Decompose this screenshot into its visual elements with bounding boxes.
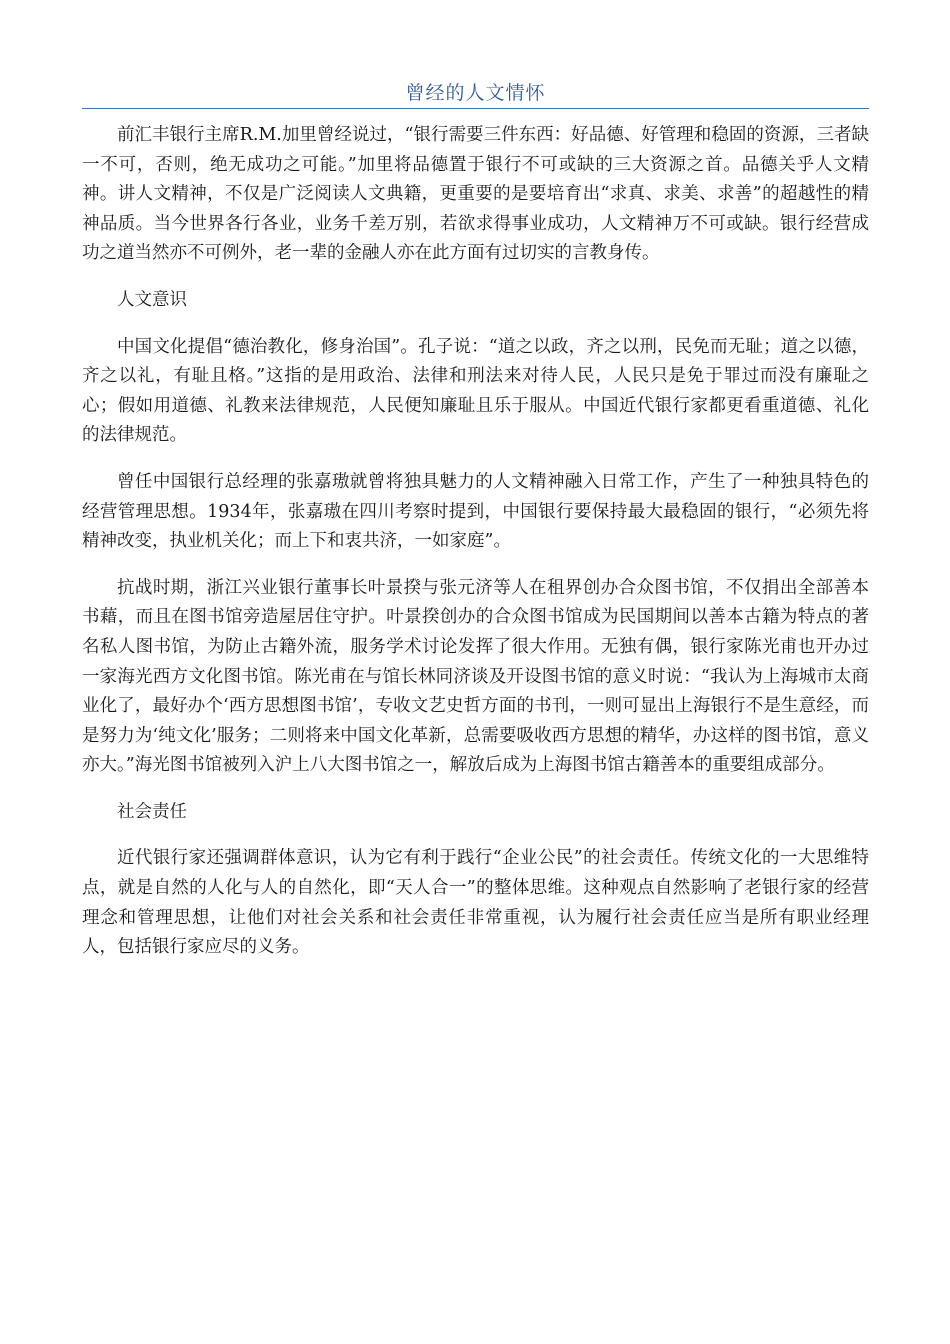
section-heading-social-responsibility: 社会责任 [117,801,187,822]
title-divider [82,108,869,109]
document-page [82,78,869,980]
section-heading-humanistic: 人文意识 [117,289,187,310]
paragraph-library: 抗战时期，浙江兴业银行董事长叶景揆与张元济等人在租界创办合众图书馆，不仅捐出全部善本书藉，而且在图书馆旁造屋居住守护。叶景揆创办的合众图书馆成为民国期间以善本古籍为特点的著名私人图书馆，为防止古籍外流，服务学术讨论发挥了很大作用。无独有偶，银行家陈光甫也开办过一家海光西方文化图书馆。陈光甫在与馆长林同济谈及开设图书馆的意义时说：“我认为上海城市太商业化了，最好办个‘西方思想图书馆’，专收文艺史哲方面的书刊，一则可显出上海银行不是生意经，而是努力为‘纯文化’服务；二则将来中国文化革新，总需要吸收西方思想的精华，办这样的图书馆，意义亦大。”海光图书馆被列入沪上八大图书馆之一，解放后成为上海图书馆古籍善本的重要组成部分。 [82,577,869,776]
paragraph-intro: 前汇丰银行主席R.M.加里曾经说过，“银行需要三件东西：好品德、好管理和稳固的资源，三者缺一不可，否则，绝无成功之可能。”加里将品德置于银行不可或缺的三大资源之首。品德关乎人文精神。讲人文精神，不仅是广泛阅读人文典籍，更重要的是要培育出“求真、求美、求善”的超越性的精神品质。当今世界各行各业，业务千差万别，若欲求得事业成功，人文精神万不可或缺。银行经营成功之道当然亦不可例外，老一辈的金融人亦在此方面有过切实的言教身传。 [82,125,869,264]
paragraph-zhang-jiaao: 曾任中国银行总经理的张嘉璈就曾将独具魅力的人文精神融入日常工作，产生了一种独具特色的经营管理思想。1934年，张嘉璈在四川考察时提到，中国银行要保持最大最稳固的银行，“必须先将精神改变，执业机关化；而上下和衷共济，一如家庭”。 [82,471,869,552]
paragraph-social-responsibility: 近代银行家还强调群体意识，认为它有利于践行“企业公民”的社会责任。传统文化的一大思维特点，就是自然的人化与人的自然化，即“天人合一”的整体思维。这种观点自然影响了老银行家的经营理念和管理思想，让他们对社会关系和社会责任非常重视，认为履行社会责任应当是所有职业经理人，包括银行家应尽的义务。 [82,848,869,958]
paragraph-confucius: 中国文化提倡“德治教化，修身治国”。孔子说：“道之以政，齐之以刑，民免而无耻；道之以德，齐之以礼，有耻且格。”这指的是用政治、法律和刑法来对待人民，人民只是免于罪过而没有廉耻之心；假如用道德、礼教来法律规范，人民便知廉耻且乐于服从。中国近代银行家都更看重道德、礼化的法律规范。 [82,336,869,446]
page-title: 曾经的人文情怀 [405,82,546,104]
